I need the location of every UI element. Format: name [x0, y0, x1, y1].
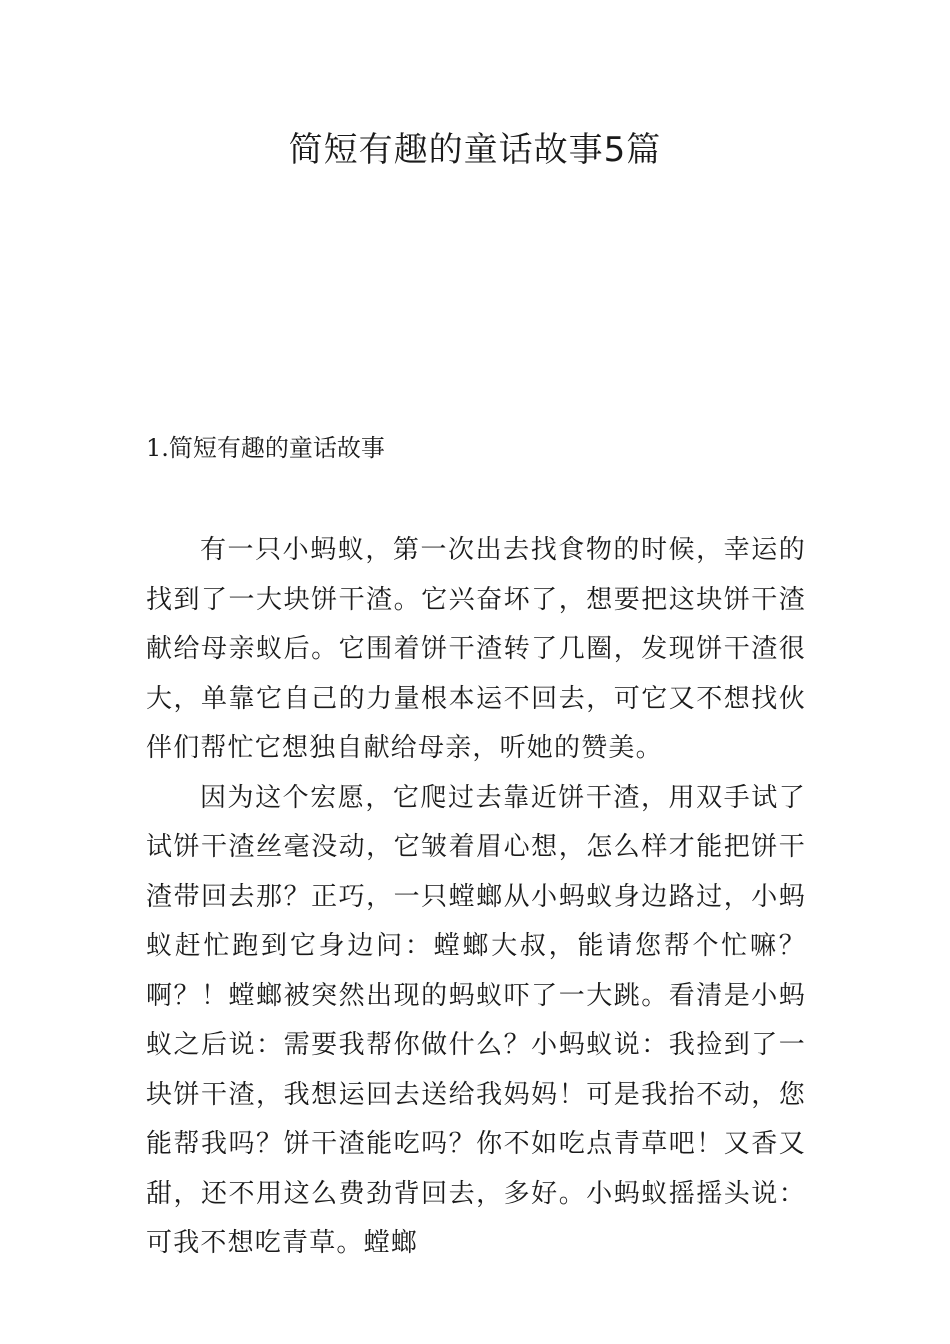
- section-heading: 1.简短有趣的童话故事: [146, 434, 385, 462]
- story-paragraph: 有一只小蚂蚁，第一次出去找食物的时候，幸运的找到了一大块饼干渣。它兴奋坏了，想要把这块饼干渣献给母亲蚁后。它围着饼干渣转了几圈，发现饼干渣很大，单靠它自己的力量根本运不回去，可它又不想找伙伴们帮忙它想独自献给母亲，听她的赞美。: [146, 535, 806, 763]
- story-body: [146, 526, 806, 1269]
- document-title: 简短有趣的童话故事5篇: [288, 130, 662, 170]
- story-paragraph: 因为这个宏愿，它爬过去靠近饼干渣，用双手试了试饼干渣丝毫没动，它皱着眉心想，怎么样才能把饼干渣带回去那？正巧，一只螳螂从小蚂蚁身边路过，小蚂蚁赶忙跑到它身边问：螳螂大叔，能请您帮个忙嘛？啊？！螳螂被突然出现的蚂蚁吓了一大跳。看清是小蚂蚁之后说：需要我帮你做什么？小蚂蚁说：我捡到了一块饼干渣，我想运回去送给我妈妈！可是我抬不动，您能帮我吗？饼干渣能吃吗？你不如吃点青草吧！又香又甜，还不用这么费劲背回去，多好。小蚂蚁摇摇头说：可我不想吃青草。螳螂: [146, 782, 806, 1258]
